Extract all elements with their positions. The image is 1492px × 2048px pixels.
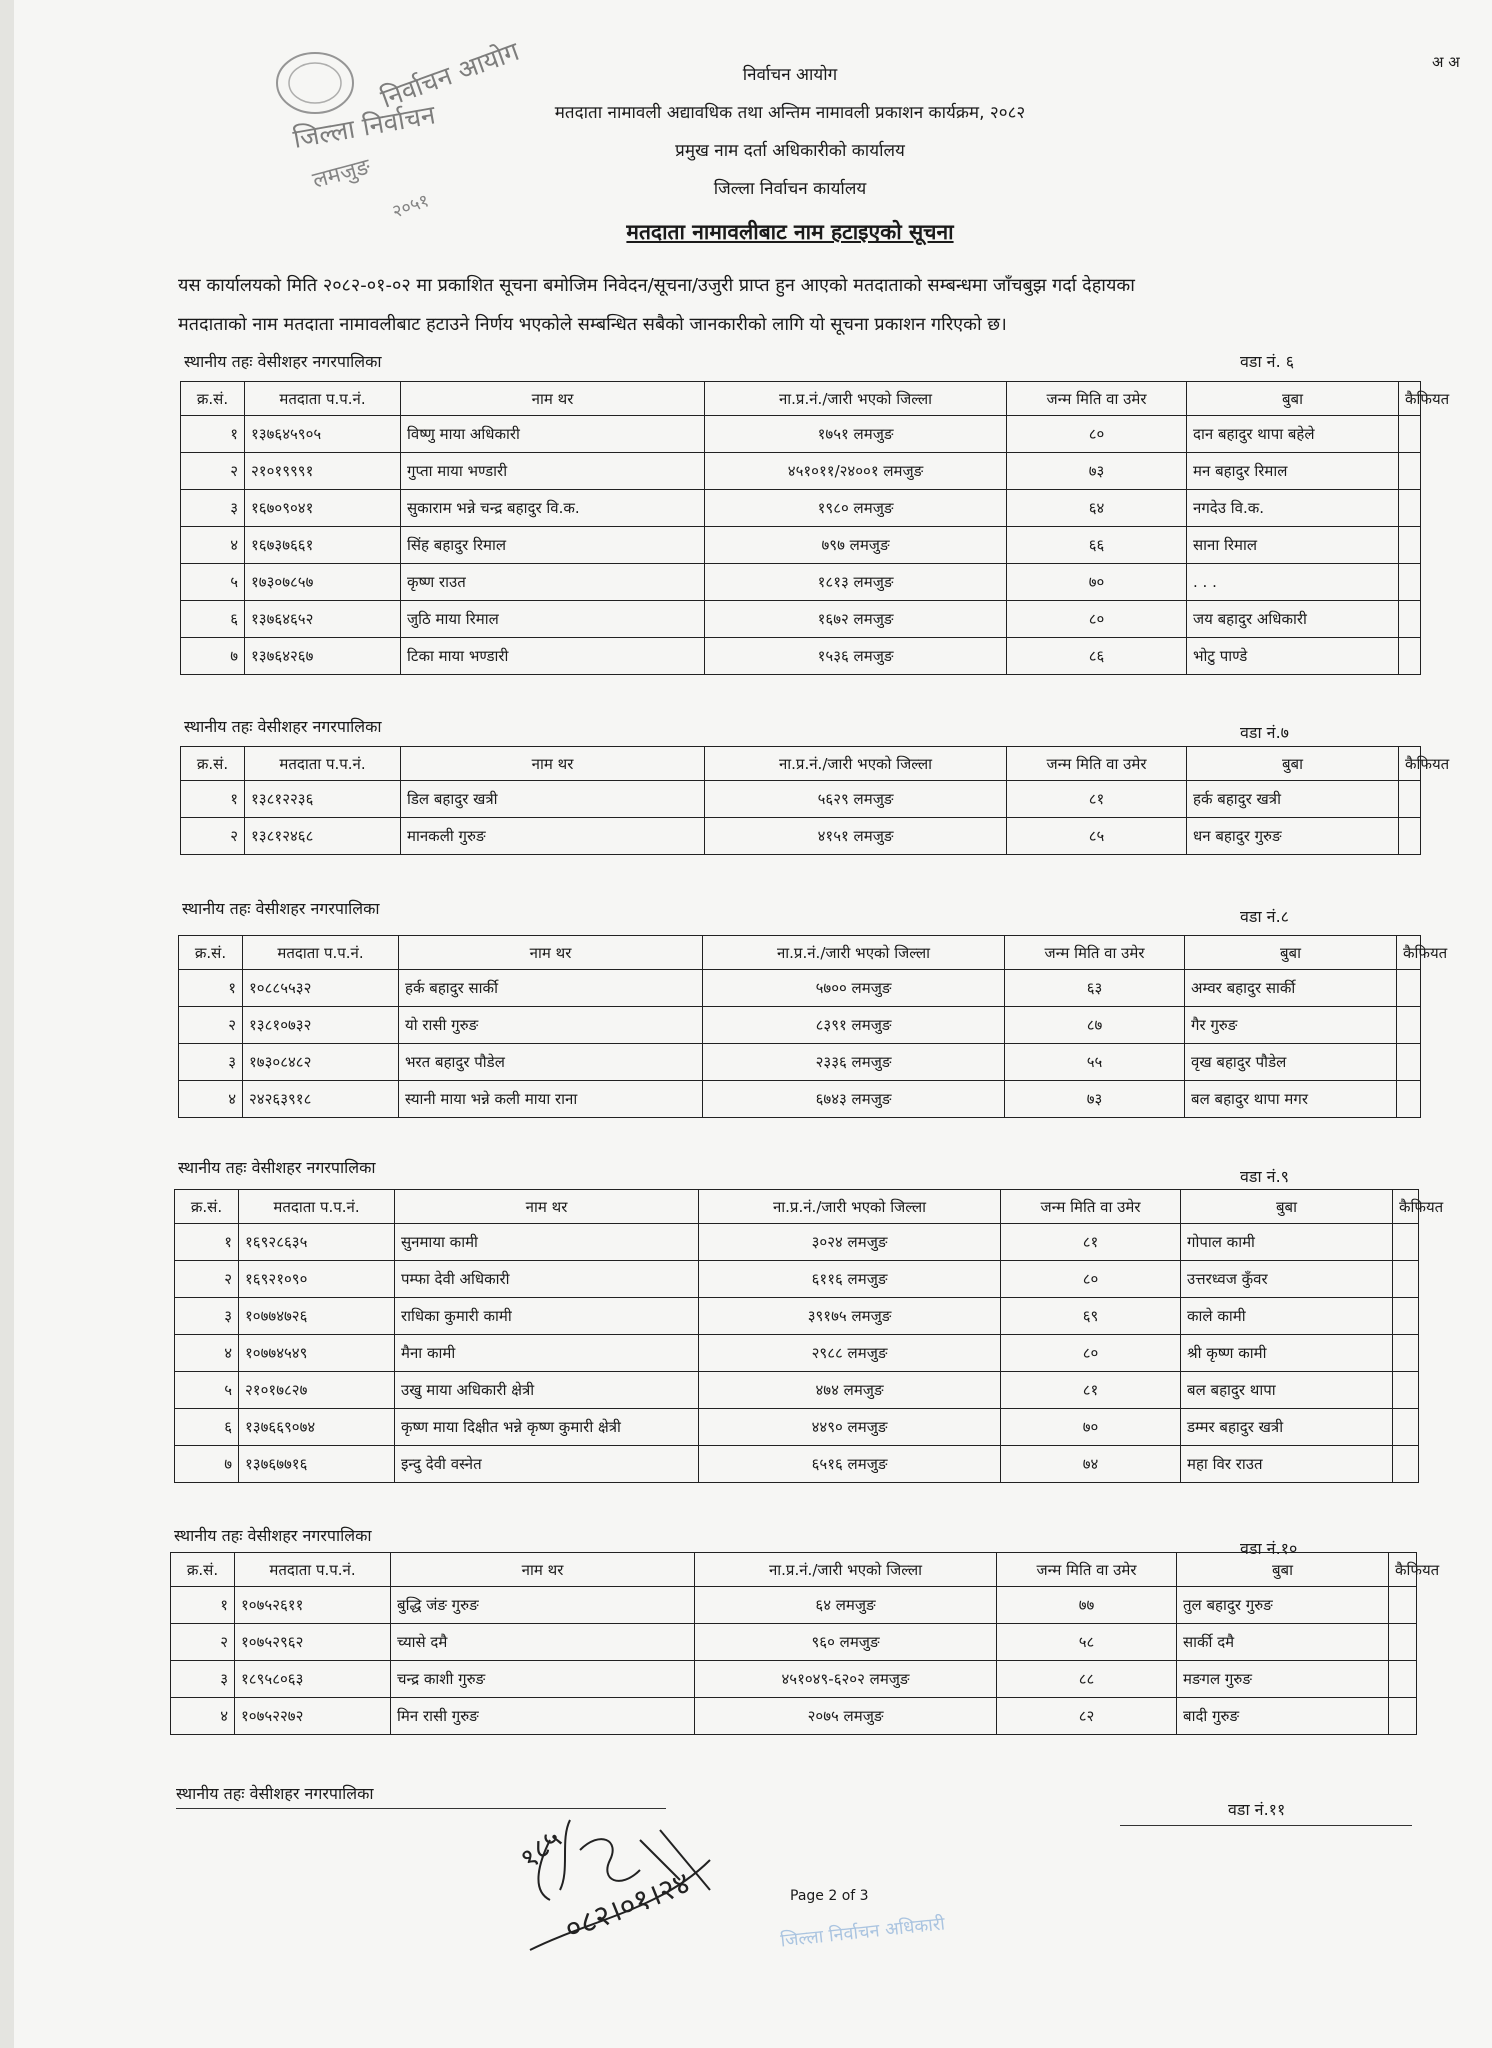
voter-id-cell: १६७३७६६१ <box>245 527 401 564</box>
local-level-label: स्थानीय तहः वेसीशहर नगरपालिका <box>184 352 382 371</box>
table-row <box>175 1335 1419 1372</box>
serial-cell: ५ <box>175 1372 239 1409</box>
age-cell: ८१ <box>1001 1372 1181 1409</box>
name-cell: कृष्ण राउत <box>401 564 705 601</box>
column-header: कैफियत <box>1389 1553 1417 1587</box>
serial-cell: ४ <box>179 1081 243 1118</box>
age-cell: ७० <box>1007 564 1187 601</box>
table-row <box>181 601 1421 638</box>
table-row <box>171 1587 1417 1624</box>
age-cell: ७३ <box>1007 453 1187 490</box>
citizenship-cell: ४१५१ लमजुङ <box>705 818 1007 855</box>
column-header: कैफियत <box>1393 1190 1419 1224</box>
serial-cell: २ <box>175 1261 239 1298</box>
column-header: मतदाता प.प.नं. <box>245 382 401 416</box>
column-header: मतदाता प.प.नं. <box>243 936 399 970</box>
stamp-text-1: निर्वाचन आयोग <box>377 36 524 115</box>
column-header: बुबा <box>1181 1190 1393 1224</box>
voter-id-cell: २१०१७८२७ <box>239 1372 395 1409</box>
notice-title-text: मतदाता नामावलीबाट नाम हटाइएको सूचना <box>626 220 954 244</box>
father-cell: मङगल गुरुङ <box>1177 1661 1389 1698</box>
remarks-cell <box>1393 1335 1419 1372</box>
voter-id-cell: १३७६६९०७४ <box>239 1409 395 1446</box>
age-cell: ८५ <box>1007 818 1187 855</box>
citizenship-cell: ४४९० लमजुङ <box>699 1409 1001 1446</box>
column-header: नाम थर <box>401 747 705 781</box>
father-cell: नगदेउ वि.क. <box>1187 490 1399 527</box>
citizenship-cell: १९८० लमजुङ <box>705 490 1007 527</box>
ward-label: वडा नं.१० <box>1240 1539 1298 1558</box>
father-cell: भोटु पाण्डे <box>1187 638 1399 675</box>
column-header: कैफियत <box>1399 747 1421 781</box>
serial-cell: १ <box>179 970 243 1007</box>
table-header-row <box>171 1553 1417 1587</box>
citizenship-cell: ९६० लमजुङ <box>695 1624 997 1661</box>
citizenship-cell: १७५१ लमजुङ <box>705 416 1007 453</box>
father-cell: . . . <box>1187 564 1399 601</box>
serial-cell: १ <box>181 416 245 453</box>
scan-edge <box>0 0 14 2048</box>
voter-id-cell: १३७६४५९०५ <box>245 416 401 453</box>
citizenship-cell: २९८८ लमजुङ <box>699 1335 1001 1372</box>
column-header: जन्म मिति वा उमेर <box>1005 936 1185 970</box>
citizenship-cell: ४७४ लमजुङ <box>699 1372 1001 1409</box>
father-cell: धन बहादुर गुरुङ <box>1187 818 1399 855</box>
column-header: क्र.सं. <box>179 936 243 970</box>
father-cell: हर्क बहादुर खत्री <box>1187 781 1399 818</box>
voter-id-cell: १७३०८४८२ <box>243 1044 399 1081</box>
remarks-cell <box>1397 1007 1421 1044</box>
ward-label: वडा नं.७ <box>1240 723 1289 742</box>
column-header: क्र.सं. <box>171 1553 235 1587</box>
father-cell: साना रिमाल <box>1187 527 1399 564</box>
age-cell: ७३ <box>1005 1081 1185 1118</box>
table-header-row <box>181 747 1421 781</box>
age-cell: ६९ <box>1001 1298 1181 1335</box>
serial-cell: ७ <box>175 1446 239 1483</box>
table-row <box>181 818 1421 855</box>
column-header: जन्म मिति वा उमेर <box>1007 747 1187 781</box>
notice-paragraph-line-1: यस कार्यालयको मिति २०८२-०१-०२ मा प्रकाशित सूचना बमोजिम निवेदन/सूचना/उजुरी प्राप्त हुन आएको मतदाताको सम्बन्धमा जाँचबुझ गर्दा देहायका <box>178 275 1135 296</box>
serial-cell: ४ <box>181 527 245 564</box>
remarks-cell <box>1389 1624 1417 1661</box>
table-row <box>175 1409 1419 1446</box>
voter-id-cell: १३७६४२६७ <box>245 638 401 675</box>
name-cell: च्यासे दमै <box>391 1624 695 1661</box>
column-header: बुबा <box>1177 1553 1389 1587</box>
table-row <box>175 1261 1419 1298</box>
column-header: ना.प्र.नं./जारी भएको जिल्ला <box>695 1553 997 1587</box>
age-cell: ८० <box>1007 601 1187 638</box>
voter-id-cell: १०७५२९६२ <box>235 1624 391 1661</box>
father-cell: बादी गुरुङ <box>1177 1698 1389 1735</box>
voter-removal-table <box>170 1552 1440 1735</box>
local-level-label: स्थानीय तहः वेसीशहर नगरपालिका <box>184 717 382 736</box>
father-cell: बल बहादुर थापा मगर <box>1185 1081 1397 1118</box>
table-row <box>181 453 1421 490</box>
header-program: मतदाता नामावली अद्यावधिक तथा अन्तिम नामावली प्रकाशन कार्यक्रम, २०८२ <box>554 103 1026 123</box>
name-cell: मैना कामी <box>395 1335 699 1372</box>
father-cell: डम्मर बहादुर खत्री <box>1181 1409 1393 1446</box>
stamp-text-2: जिल्ला निर्वाचन <box>291 100 438 155</box>
table-row <box>181 416 1421 453</box>
remarks-cell <box>1393 1298 1419 1335</box>
age-cell: ६४ <box>1007 490 1187 527</box>
serial-cell: २ <box>181 818 245 855</box>
citizenship-cell: ६७४३ लमजुङ <box>703 1081 1005 1118</box>
name-cell: सिंह बहादुर रिमाल <box>401 527 705 564</box>
name-cell: पम्फा देवी अधिकारी <box>395 1261 699 1298</box>
remarks-cell <box>1397 1044 1421 1081</box>
age-cell: ८० <box>1001 1261 1181 1298</box>
column-header: क्र.सं. <box>175 1190 239 1224</box>
voter-id-cell: १३८१२२३६ <box>245 781 401 818</box>
voter-id-cell: १०७७४५४९ <box>239 1335 395 1372</box>
remarks-cell <box>1393 1261 1419 1298</box>
column-header: क्र.सं. <box>181 382 245 416</box>
citizenship-cell: ६५१६ लमजुङ <box>699 1446 1001 1483</box>
column-header: मतदाता प.प.नं. <box>239 1190 395 1224</box>
table-row <box>175 1446 1419 1483</box>
serial-cell: ४ <box>171 1698 235 1735</box>
voter-removal-table <box>178 935 1448 1118</box>
serial-cell: ३ <box>181 490 245 527</box>
remarks-cell <box>1399 818 1421 855</box>
age-cell: ८८ <box>997 1661 1177 1698</box>
name-cell: भरत बहादुर पौडेल <box>399 1044 703 1081</box>
remarks-cell <box>1397 1081 1421 1118</box>
column-header: जन्म मिति वा उमेर <box>1007 382 1187 416</box>
table-row <box>171 1698 1417 1735</box>
name-cell: टिका माया भण्डारी <box>401 638 705 675</box>
table-row <box>171 1661 1417 1698</box>
signature-date: ०८२।०१।२४ <box>559 1865 696 1948</box>
father-cell: सार्की दमै <box>1177 1624 1389 1661</box>
table-header-row <box>175 1190 1419 1224</box>
last-ward-label: वडा नं.११ <box>1228 1800 1286 1819</box>
local-level-label: स्थानीय तहः वेसीशहर नगरपालिका <box>178 1158 376 1177</box>
header-office-1: प्रमुख नाम दर्ता अधिकारीको कार्यालय <box>675 141 905 161</box>
serial-cell: ६ <box>181 601 245 638</box>
column-header: ना.प्र.नं./जारी भएको जिल्ला <box>705 382 1007 416</box>
table-row <box>175 1298 1419 1335</box>
name-cell: बुद्धि जंङ गुरुङ <box>391 1587 695 1624</box>
voter-removal-table <box>174 1189 1444 1483</box>
voter-id-cell: १७३०७८५७ <box>245 564 401 601</box>
father-cell: उत्तरध्वज कुँवर <box>1181 1261 1393 1298</box>
remarks-cell <box>1397 970 1421 1007</box>
column-header: नाम थर <box>399 936 703 970</box>
father-cell: महा विर राउत <box>1181 1446 1393 1483</box>
serial-cell: १ <box>175 1224 239 1261</box>
table-row <box>175 1372 1419 1409</box>
voter-id-cell: २१०१९९९१ <box>245 453 401 490</box>
local-level-label: स्थानीय तहः वेसीशहर नगरपालिका <box>174 1526 372 1545</box>
citizenship-cell: ८३९१ लमजुङ <box>703 1007 1005 1044</box>
voter-removal-table <box>180 381 1450 675</box>
voter-id-cell: १०७५२२७२ <box>235 1698 391 1735</box>
column-header: बुबा <box>1185 936 1397 970</box>
ward-label: वडा नं. ६ <box>1240 352 1295 371</box>
father-cell: श्री कृष्ण कामी <box>1181 1335 1393 1372</box>
remarks-cell <box>1399 638 1421 675</box>
table-row <box>175 1224 1419 1261</box>
name-cell: गुप्ता माया भण्डारी <box>401 453 705 490</box>
stamp-text-3: लमजुङ <box>310 154 373 194</box>
serial-cell: ६ <box>175 1409 239 1446</box>
name-cell: इन्दु देवी वस्नेत <box>395 1446 699 1483</box>
remarks-cell <box>1399 453 1421 490</box>
citizenship-cell: १८१३ लमजुङ <box>705 564 1007 601</box>
serial-cell: १ <box>181 781 245 818</box>
remarks-cell <box>1393 1372 1419 1409</box>
table-row <box>181 490 1421 527</box>
signature-initials: १८५ <box>513 1822 568 1876</box>
remarks-cell <box>1399 416 1421 453</box>
voter-id-cell: १३७६४६५२ <box>245 601 401 638</box>
column-header: ना.प्र.नं./जारी भएको जिल्ला <box>699 1190 1001 1224</box>
name-cell: विष्णु माया अधिकारी <box>401 416 705 453</box>
serial-cell: १ <box>171 1587 235 1624</box>
age-cell: ६६ <box>1007 527 1187 564</box>
father-cell: अम्वर बहादुर सार्की <box>1185 970 1397 1007</box>
citizenship-cell: २३३६ लमजुङ <box>703 1044 1005 1081</box>
table-row <box>179 1007 1421 1044</box>
age-cell: ६३ <box>1005 970 1185 1007</box>
header-org: निर्वाचन आयोग <box>742 65 838 85</box>
age-cell: ८७ <box>1005 1007 1185 1044</box>
remarks-cell <box>1399 564 1421 601</box>
table-row <box>181 781 1421 818</box>
age-cell: ७४ <box>1001 1446 1181 1483</box>
citizenship-cell: ३९१७५ लमजुङ <box>699 1298 1001 1335</box>
serial-cell: ३ <box>175 1298 239 1335</box>
serial-cell: ४ <box>175 1335 239 1372</box>
age-cell: ८२ <box>997 1698 1177 1735</box>
father-cell: बल बहादुर थापा <box>1181 1372 1393 1409</box>
column-header: नाम थर <box>401 382 705 416</box>
voter-id-cell: १०७५२६११ <box>235 1587 391 1624</box>
stamp-year: २०५१ <box>389 190 432 223</box>
voter-id-cell: १६९२१०९० <box>239 1261 395 1298</box>
father-cell: तुल बहादुर गुरुङ <box>1177 1587 1389 1624</box>
column-header: ना.प्र.नं./जारी भएको जिल्ला <box>705 747 1007 781</box>
voter-id-cell: २४२६३९१८ <box>243 1081 399 1118</box>
column-header: मतदाता प.प.नं. <box>235 1553 391 1587</box>
column-header: बुबा <box>1187 747 1399 781</box>
column-header: बुबा <box>1187 382 1399 416</box>
remarks-cell <box>1393 1446 1419 1483</box>
voter-id-cell: १८९५८०६३ <box>235 1661 391 1698</box>
corner-mark: अ अ <box>1432 53 1460 71</box>
remarks-cell <box>1399 781 1421 818</box>
serial-cell: ७ <box>181 638 245 675</box>
citizenship-cell: ४५१०४९-६२०२ लमजुङ <box>695 1661 997 1698</box>
name-cell: मिन रासी गुरुङ <box>391 1698 695 1735</box>
father-cell: गैर गुरुङ <box>1185 1007 1397 1044</box>
voter-removal-table <box>180 746 1450 855</box>
column-header: क्र.सं. <box>181 747 245 781</box>
age-cell: ७७ <box>997 1587 1177 1624</box>
serial-cell: ३ <box>171 1661 235 1698</box>
ward-label: वडा नं.८ <box>1240 907 1289 926</box>
table-header-row <box>181 382 1421 416</box>
column-header: कैफियत <box>1397 936 1421 970</box>
remarks-cell <box>1399 490 1421 527</box>
voter-id-cell: १६७०९०४१ <box>245 490 401 527</box>
citizenship-cell: ४५१०११/२४००१ लमजुङ <box>705 453 1007 490</box>
last-local-label: स्थानीय तहः वेसीशहर नगरपालिका <box>176 1784 374 1803</box>
page-number: Page 2 of 3 <box>790 1888 869 1904</box>
remarks-cell <box>1389 1661 1417 1698</box>
table-row <box>179 1081 1421 1118</box>
father-cell: मन बहादुर रिमाल <box>1187 453 1399 490</box>
name-cell: राधिका कुमारी कामी <box>395 1298 699 1335</box>
father-cell: दान बहादुर थापा बहेले <box>1187 416 1399 453</box>
table-row <box>171 1624 1417 1661</box>
serial-cell: २ <box>179 1007 243 1044</box>
serial-cell: ५ <box>181 564 245 601</box>
name-cell: डिल बहादुर खत्री <box>401 781 705 818</box>
serial-cell: ३ <box>179 1044 243 1081</box>
age-cell: ८१ <box>1001 1224 1181 1261</box>
voter-id-cell: १३८१०७३२ <box>243 1007 399 1044</box>
age-cell: ७० <box>1001 1409 1181 1446</box>
name-cell: जुठि माया रिमाल <box>401 601 705 638</box>
voter-id-cell: १६९२८६३५ <box>239 1224 395 1261</box>
name-cell: मानकली गुरुङ <box>401 818 705 855</box>
citizenship-cell: १६७२ लमजुङ <box>705 601 1007 638</box>
name-cell: स्यानी माया भन्ने कली माया राना <box>399 1081 703 1118</box>
local-level-label: स्थानीय तहः वेसीशहर नगरपालिका <box>182 899 380 918</box>
header-office-2: जिल्ला निर्वाचन कार्यालय <box>713 179 867 199</box>
citizenship-cell: ६११६ लमजुङ <box>699 1261 1001 1298</box>
father-cell: गोपाल कामी <box>1181 1224 1393 1261</box>
father-cell: काले कामी <box>1181 1298 1393 1335</box>
signature-line-right <box>1120 1825 1412 1826</box>
citizenship-cell: ६४ लमजुङ <box>695 1587 997 1624</box>
citizenship-cell: ५७०० लमजुङ <box>703 970 1005 1007</box>
citizenship-cell: ७९७ लमजुङ <box>705 527 1007 564</box>
father-cell: वृख बहादुर पौडेल <box>1185 1044 1397 1081</box>
notice-title <box>400 218 1180 246</box>
table-header-row <box>179 936 1421 970</box>
column-header: जन्म मिति वा उमेर <box>997 1553 1177 1587</box>
citizenship-cell: २०७५ लमजुङ <box>695 1698 997 1735</box>
notice-paragraph-line-2: मतदाताको नाम मतदाता नामावलीबाट हटाउने निर्णय भएकोले सम्बन्धित सबैको जानकारीको लागि यो सूचना प्रकाशन गरिएको छ। <box>178 314 1007 335</box>
name-cell: कृष्ण माया दिक्षीत भन्ने कृष्ण कुमारी क्षेत्री <box>395 1409 699 1446</box>
remarks-cell <box>1389 1698 1417 1735</box>
remarks-cell <box>1399 527 1421 564</box>
voter-id-cell: १३७६७७१६ <box>239 1446 395 1483</box>
column-header: कैफियत <box>1399 382 1421 416</box>
voter-id-cell: १०८८५५३२ <box>243 970 399 1007</box>
name-cell: चन्द्र काशी गुरुङ <box>391 1661 695 1698</box>
age-cell: ८० <box>1007 416 1187 453</box>
age-cell: ८१ <box>1007 781 1187 818</box>
column-header: नाम थर <box>391 1553 695 1587</box>
remarks-cell <box>1389 1587 1417 1624</box>
column-header: नाम थर <box>395 1190 699 1224</box>
column-header: ना.प्र.नं./जारी भएको जिल्ला <box>703 936 1005 970</box>
age-cell: ८० <box>1001 1335 1181 1372</box>
serial-cell: २ <box>171 1624 235 1661</box>
remarks-cell <box>1393 1409 1419 1446</box>
age-cell: ८६ <box>1007 638 1187 675</box>
remarks-cell <box>1393 1224 1419 1261</box>
column-header: जन्म मिति वा उमेर <box>1001 1190 1181 1224</box>
faint-office-stamp: जिल्ला निर्वाचन अधिकारी <box>779 1913 946 1952</box>
age-cell: ५५ <box>1005 1044 1185 1081</box>
citizenship-cell: १५३६ लमजुङ <box>705 638 1007 675</box>
father-cell: जय बहादुर अधिकारी <box>1187 601 1399 638</box>
voter-id-cell: १३८१२४६८ <box>245 818 401 855</box>
table-row <box>181 638 1421 675</box>
table-row <box>181 527 1421 564</box>
table-row <box>181 564 1421 601</box>
citizenship-cell: ३०२४ लमजुङ <box>699 1224 1001 1261</box>
table-row <box>179 970 1421 1007</box>
citizenship-cell: ५६२९ लमजुङ <box>705 781 1007 818</box>
name-cell: उखु माया अधिकारी क्षेत्री <box>395 1372 699 1409</box>
column-header: मतदाता प.प.नं. <box>245 747 401 781</box>
voter-id-cell: १०७७४७२६ <box>239 1298 395 1335</box>
remarks-cell <box>1399 601 1421 638</box>
name-cell: यो रासी गुरुङ <box>399 1007 703 1044</box>
table-row <box>179 1044 1421 1081</box>
ward-label: वडा नं.९ <box>1240 1167 1289 1186</box>
name-cell: सुनमाया कामी <box>395 1224 699 1261</box>
age-cell: ५८ <box>997 1624 1177 1661</box>
name-cell: हर्क बहादुर सार्की <box>399 970 703 1007</box>
serial-cell: २ <box>181 453 245 490</box>
name-cell: सुकाराम भन्ने चन्द्र बहादुर वि.क. <box>401 490 705 527</box>
